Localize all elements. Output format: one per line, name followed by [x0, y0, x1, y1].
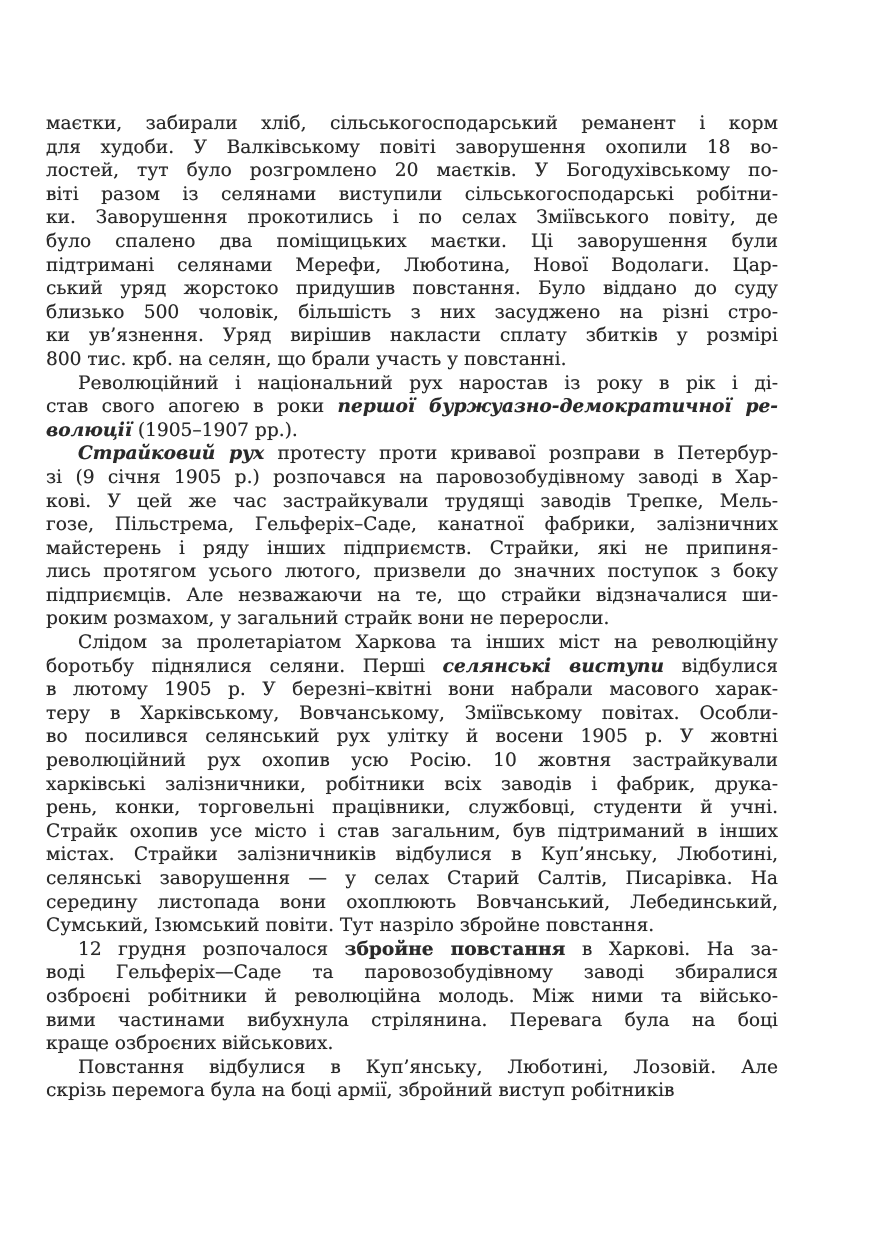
text-run: Слідом за пролетаріатом Харкова та інших міст на революційну: [78, 632, 778, 654]
text-run: Революційний і національний рух наростав із року в рік і ді-: [78, 372, 778, 394]
text-line: [46, 537, 778, 561]
emphasized-text: збройне повстання: [344, 938, 566, 960]
text-line: [46, 725, 778, 749]
emphasized-text: першої буржуазно-демократичної ре-: [337, 396, 778, 418]
text-line: [46, 466, 778, 490]
text-line: [46, 678, 778, 702]
text-run: лись протягом усього лютого, призвели до значних поступок з боку: [46, 561, 778, 583]
page-text: [46, 112, 778, 1103]
paragraph: [46, 938, 778, 1056]
emphasized-text: Страйковий рух: [78, 443, 265, 465]
text-run: підтримані селянами Мерефи, Люботина, Нової Водолаги. Цар-: [46, 254, 778, 276]
text-run: для худоби. У Валківському повіті заворушення охопили 18 во-: [46, 136, 778, 158]
text-line: [46, 419, 778, 443]
text-run: 12 грудня розпочалося: [78, 938, 345, 960]
text-line: [46, 348, 778, 372]
text-run: воді Гельферіх—Саде та паровозобудівному заводі збиралися: [46, 962, 778, 984]
text-line: [46, 584, 778, 608]
emphasized-text: волюції: [46, 419, 132, 441]
text-line: [46, 749, 778, 773]
text-run: кові. У цей же час застрайкували трудящі заводів Трепке, Мель-: [46, 490, 778, 512]
text-line: [46, 796, 778, 820]
text-run: маєтки, забирали хліб, сільськогосподарський реманент і корм: [46, 113, 778, 134]
text-line: [46, 655, 778, 679]
text-run: теру в Харківському, Вовчанському, Зміївському повітах. Особли-: [46, 702, 778, 724]
text-run: відбулися: [664, 655, 778, 677]
text-line: [46, 112, 778, 136]
text-run: гозе, Пільстрема, Гельферіх–Саде, канатної фабрики, залізничних: [46, 514, 778, 536]
text-line: [46, 843, 778, 867]
text-line: [46, 206, 778, 230]
text-run: підприємців. Але незважаючи на те, що страйки відзначалися ши-: [46, 584, 778, 606]
text-line: [46, 301, 778, 325]
text-run: Повстання відбулися в Куп’янську, Люботині, Лозовій. Але: [78, 1056, 778, 1078]
text-line: [46, 254, 778, 278]
text-line: [46, 324, 778, 348]
text-run: в Харкові. На за-: [565, 938, 778, 960]
text-line: [46, 1009, 778, 1033]
text-line: [46, 773, 778, 797]
text-line: [46, 867, 778, 891]
text-run: озброєні робітники й революційна молодь. Між ними та військо-: [46, 985, 778, 1007]
text-run: близько 500 чоловік, більшість з них засуджено на різні стро-: [46, 301, 778, 323]
text-line: [46, 442, 778, 466]
text-run: став свого апогею в роки: [46, 396, 338, 418]
text-run: ський уряд жорстоко придушив повстання. Було віддано до суду: [46, 278, 778, 300]
text-run: боротьбу піднялися селяни. Перші: [46, 655, 443, 677]
text-line: [46, 395, 778, 419]
text-run: 800 тис. крб. на селян, що брали участь у повстанні.: [46, 348, 567, 370]
text-line: [46, 490, 778, 514]
paragraph: [46, 1056, 778, 1103]
text-run: майстерень і ряду інших підприємств. Страйки, які не припиня-: [46, 537, 778, 559]
text-run: скрізь перемога була на боці армії, збройний виступ робітників: [46, 1080, 675, 1102]
text-run: харківські залізничники, робітники всіх заводів і фабрик, друка-: [46, 773, 778, 795]
text-run: во посилився селянський рух улітку й восени 1905 р. У жовтні: [46, 726, 778, 748]
text-run: містах. Страйки залізничників відбулися в Куп’янську, Люботині,: [46, 844, 778, 866]
text-line: [46, 183, 778, 207]
text-run: лостей, тут було розгромлено 20 маєтків. У Богодухівському по-: [46, 160, 778, 182]
text-run: було спалено два поміщицьких маєтки. Ці заворушення були: [46, 230, 778, 252]
text-run: Страйк охопив усе місто і став загальним, був підтриманий в інших: [46, 820, 778, 842]
text-line: [46, 914, 778, 938]
text-run: (1905–1907 рр.).: [131, 419, 298, 441]
text-run: вими частинами вибухнула стрілянина. Перевага була на боці: [46, 1009, 778, 1031]
text-line: [46, 1079, 778, 1103]
text-line: [46, 961, 778, 985]
text-run: зі (9 січня 1905 р.) розпочався на паровозобудівному заводі в Хар-: [46, 466, 778, 488]
paragraph: [46, 442, 778, 631]
text-line: [46, 702, 778, 726]
text-run: Сумський, Ізюмський повіти. Тут назріло збройне повстання.: [46, 915, 655, 937]
text-run: віті разом із селянами виступили сільськогосподарські робітни-: [46, 183, 778, 205]
text-line: [46, 513, 778, 537]
text-run: роким розмахом, у загальний страйк вони не переросли.: [46, 608, 610, 630]
text-line: [46, 938, 778, 962]
text-line: [46, 1056, 778, 1080]
text-line: [46, 277, 778, 301]
text-line: [46, 985, 778, 1009]
text-run: рень, конки, торговельні працівники, службовці, студенти й учні.: [46, 797, 778, 819]
text-line: [46, 607, 778, 631]
text-run: середину листопада вони охоплюють Вовчанський, Лебединський,: [46, 891, 778, 913]
text-run: протесту проти кривавої розправи в Петербур-: [264, 443, 778, 465]
text-line: [46, 136, 778, 160]
text-line: [46, 631, 778, 655]
text-line: [46, 1032, 778, 1056]
paragraph: [46, 372, 778, 443]
text-run: в лютому 1905 р. У березні–квітні вони набрали масового харак-: [46, 679, 778, 701]
text-run: ки. Заворушення прокотились і по селах Зміївського повіту, де: [46, 207, 778, 229]
text-run: селянські заворушення — у селах Старий Салтів, Писарівка. На: [46, 868, 778, 889]
text-run: революційний рух охопив усю Росію. 10 жовтня застрайкували: [46, 750, 778, 772]
text-line: [46, 159, 778, 183]
text-line: [46, 560, 778, 584]
text-line: [46, 891, 778, 915]
emphasized-text: селянські виступи: [442, 655, 665, 677]
text-run: ки ув’язнення. Уряд вирішив накласти сплату збитків у розмірі: [46, 325, 778, 347]
text-line: [46, 230, 778, 254]
paragraph: [46, 112, 778, 372]
text-run: краще озброєних військових.: [46, 1033, 334, 1055]
paragraph: [46, 631, 778, 938]
text-line: [46, 820, 778, 844]
text-line: [46, 372, 778, 396]
